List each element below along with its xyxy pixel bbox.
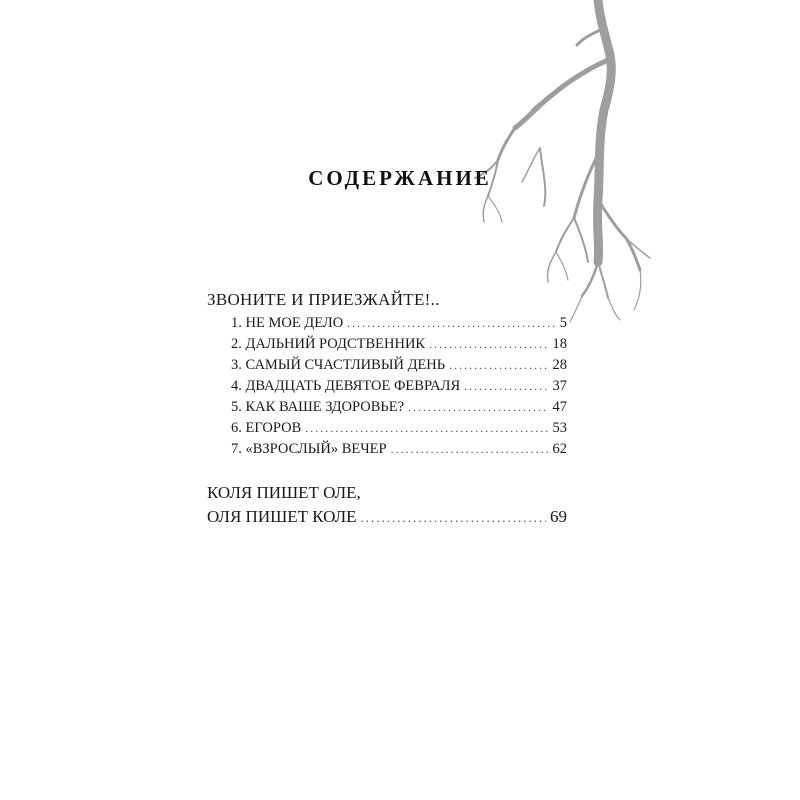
toc-entry: [231, 418, 567, 439]
chapter-list: [207, 313, 567, 460]
entry-label: 1. НЕ МОЕ ДЕЛО: [231, 315, 344, 331]
entry-page: 62: [552, 441, 567, 457]
dot-leader: [408, 397, 548, 418]
tree-branch-icon: [470, 0, 670, 330]
entry-page: 28: [552, 357, 567, 373]
dot-leader: [449, 355, 548, 376]
toc-entry: [207, 505, 567, 529]
page-title: СОДЕРЖАНИЕ: [308, 166, 492, 190]
section-heading: ЗВОНИТЕ И ПРИЕЗЖАЙТЕ!..: [207, 290, 440, 309]
entry-page: 5: [559, 315, 567, 331]
dot-leader: [464, 376, 548, 397]
entry-label: 4. ДВАДЦАТЬ ДЕВЯТОЕ ФЕВРАЛЯ: [231, 378, 461, 394]
toc-entry: [231, 313, 567, 334]
toc-part-2: [207, 481, 567, 529]
table-of-contents: [207, 287, 567, 529]
toc-entry: [231, 334, 567, 355]
toc-entry: [231, 439, 567, 460]
dot-leader: [347, 313, 556, 334]
dot-leader: [361, 506, 546, 530]
section-heading-line-2: ОЛЯ ПИШЕТ КОЛЕ: [207, 507, 357, 526]
entry-page: 53: [552, 420, 567, 436]
dot-leader: [429, 334, 548, 355]
dot-leader: [391, 439, 549, 460]
section-heading-line-1: КОЛЯ ПИШЕТ ОЛЕ,: [207, 483, 361, 502]
toc-entry: [231, 397, 567, 418]
entry-label: 2. ДАЛЬНИЙ РОДСТВЕННИК: [231, 336, 426, 352]
entry-label: 6. ЕГОРОВ: [231, 420, 302, 436]
entry-page: 37: [552, 378, 567, 394]
entry-page: 69: [550, 507, 567, 526]
entry-label: 5. КАК ВАШЕ ЗДОРОВЬЕ?: [231, 399, 405, 415]
toc-entry: [231, 376, 567, 397]
entry-label: 3. САМЫЙ СЧАСТЛИВЫЙ ДЕНЬ: [231, 357, 446, 373]
entry-page: 18: [552, 336, 567, 352]
dot-leader: [305, 418, 548, 439]
toc-part-1: [207, 287, 567, 460]
entry-page: 47: [552, 399, 567, 415]
entry-label: 7. «ВЗРОСЛЫЙ» ВЕЧЕР: [231, 441, 387, 457]
toc-entry: [231, 355, 567, 376]
